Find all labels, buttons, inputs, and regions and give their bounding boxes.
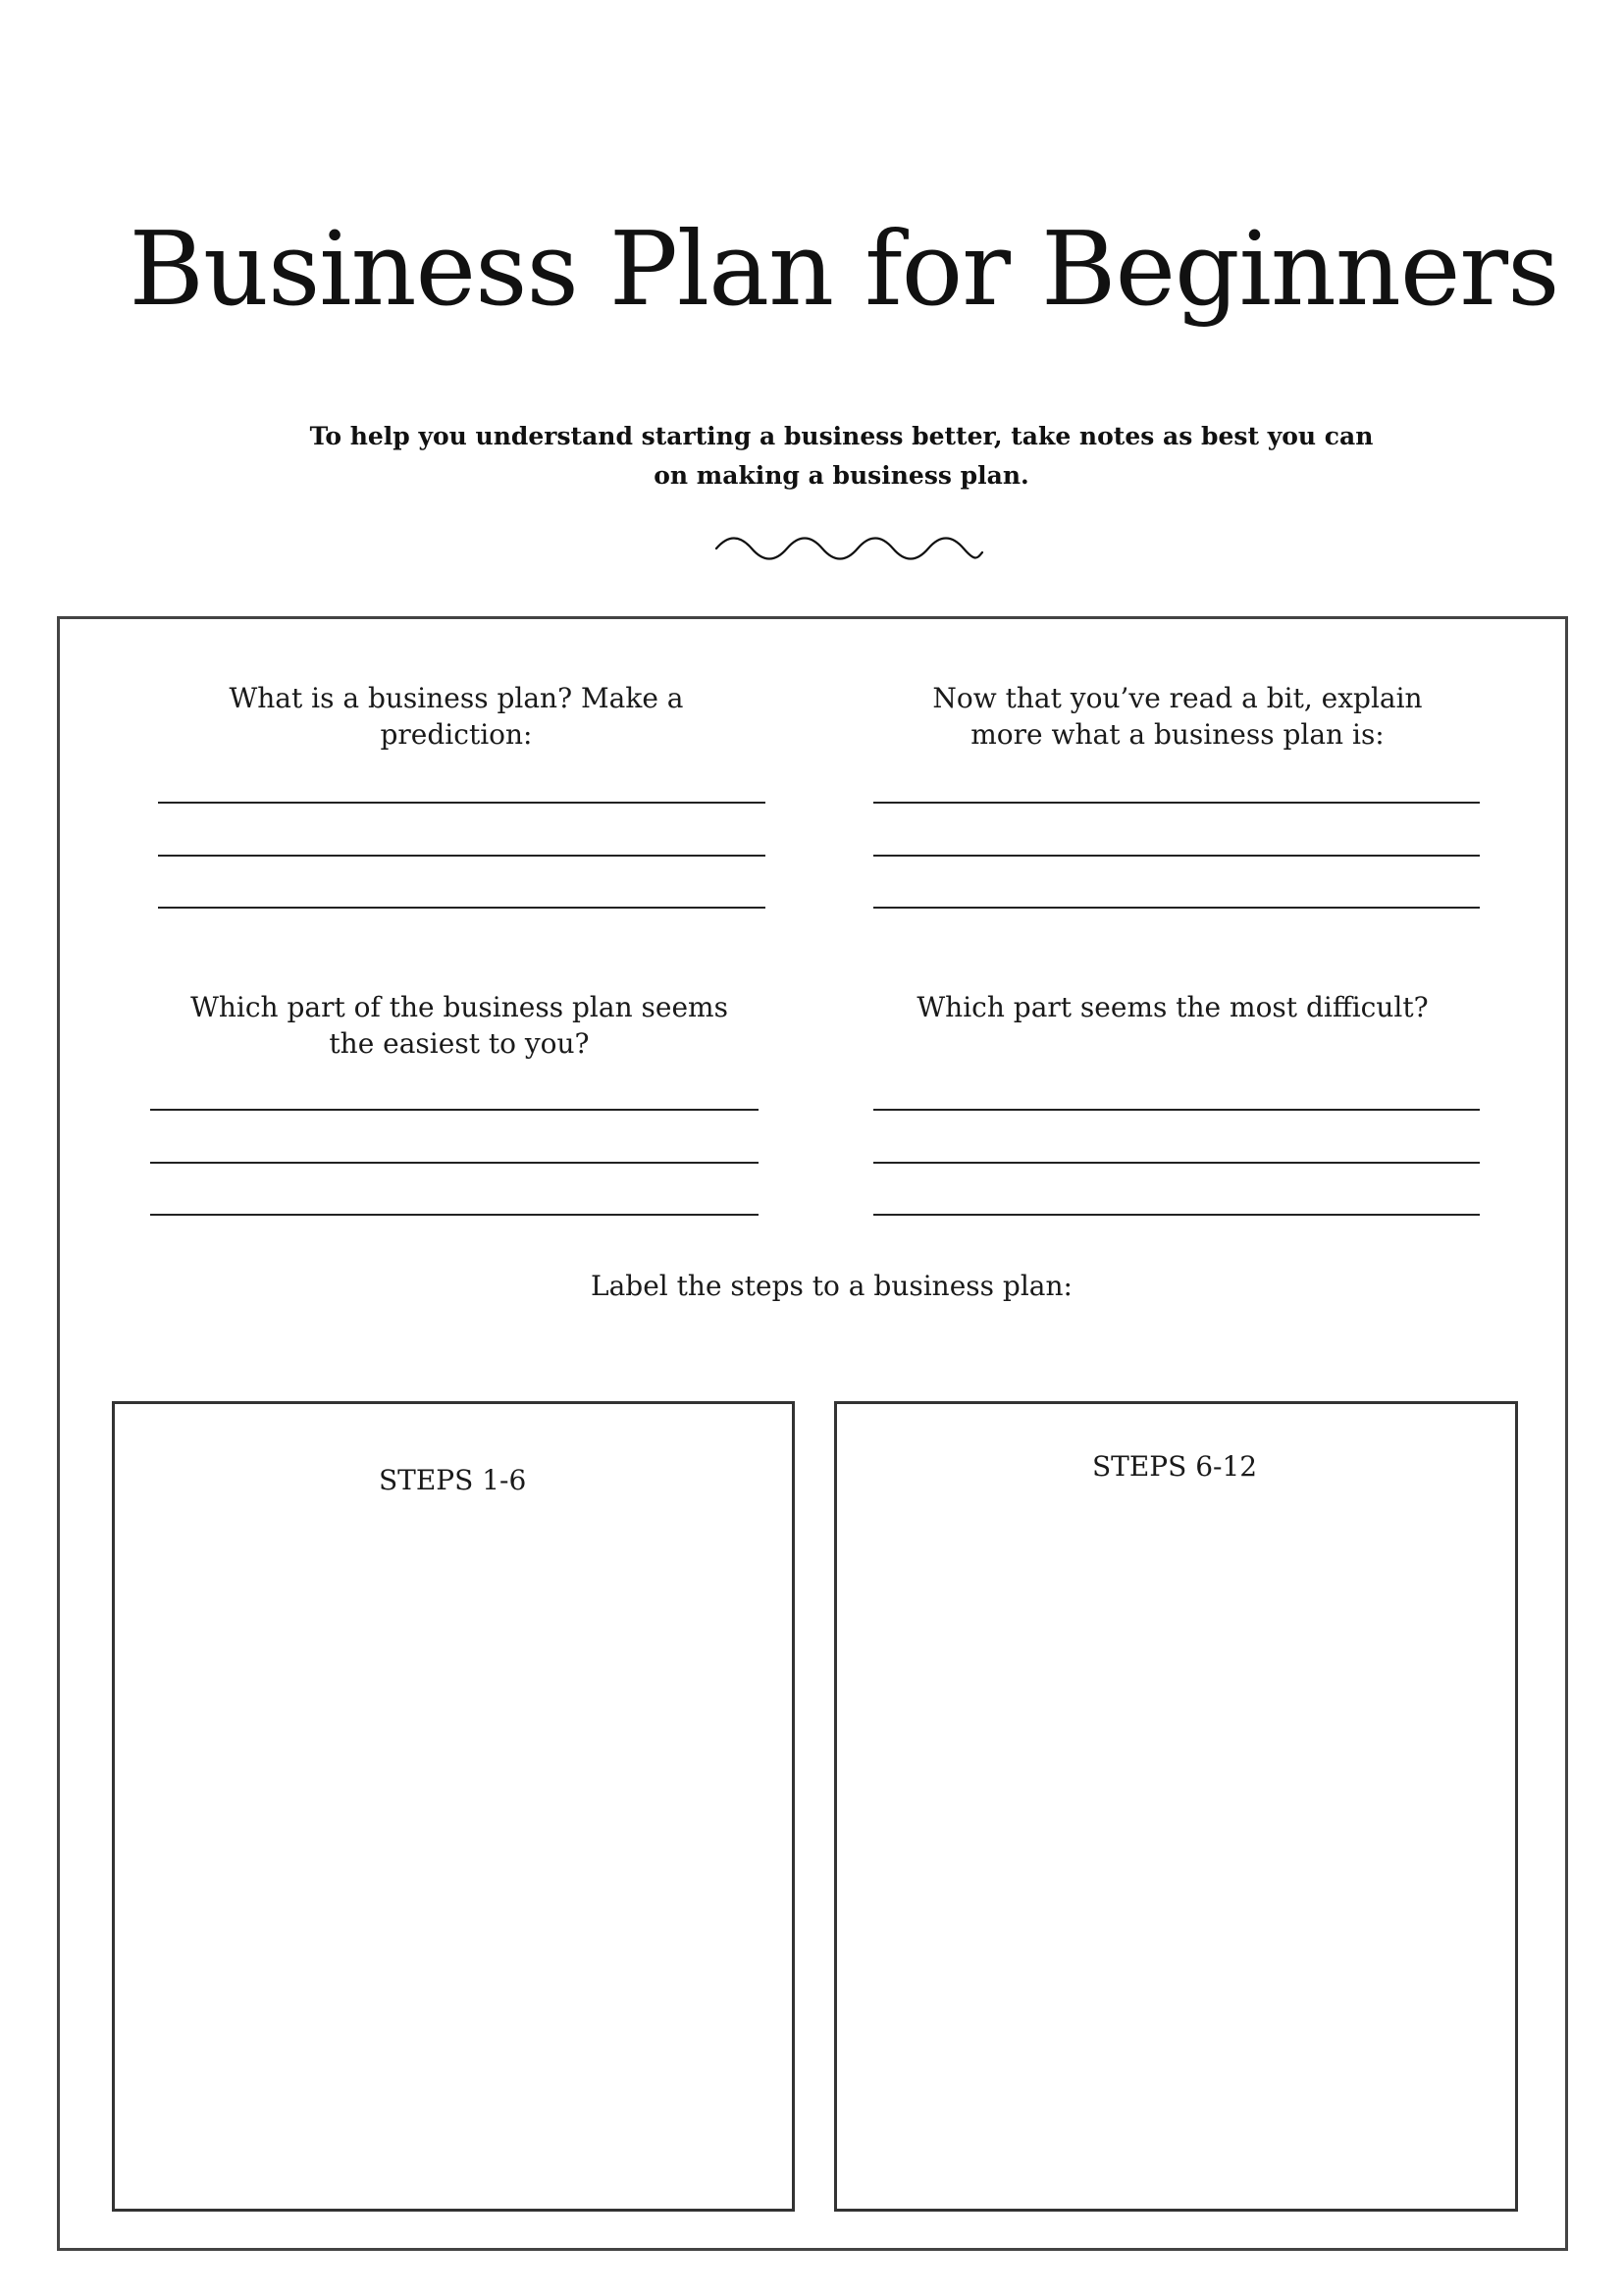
steps-box-6-12-label: STEPS 6-12 [1092, 1450, 1258, 1483]
answer-line-prediction-1[interactable] [158, 802, 765, 804]
answer-line-explain-2[interactable] [873, 855, 1480, 857]
answer-line-prediction-3[interactable] [158, 907, 765, 909]
answer-line-difficult-3[interactable] [873, 1214, 1480, 1216]
question-prompt-easiest: Which part of the business plan seems the easiest to you? [190, 991, 728, 1060]
steps-prompt: Label the steps to a business plan: [591, 1270, 1073, 1302]
steps-box-6-12[interactable] [834, 1401, 1518, 2212]
answer-line-difficult-1[interactable] [873, 1109, 1480, 1111]
answer-line-easiest-3[interactable] [150, 1214, 759, 1216]
wavy-line-icon [714, 531, 984, 566]
question-prompt-prediction: What is a business plan? Make a prediction: [229, 682, 684, 751]
page-subtitle: To help you understand starting a business better, take notes as best you can on making a business plan. [309, 422, 1374, 490]
steps-box-1-6-label: STEPS 1-6 [379, 1464, 527, 1496]
page-title: Business Plan for Beginners [129, 209, 1559, 329]
answer-line-easiest-1[interactable] [150, 1109, 759, 1111]
answer-line-prediction-2[interactable] [158, 855, 765, 857]
steps-box-1-6[interactable] [112, 1401, 795, 2212]
question-prompt-difficult: Which part seems the most difficult? [917, 991, 1429, 1023]
answer-line-explain-1[interactable] [873, 802, 1480, 804]
question-prompt-explain: Now that you’ve read a bit, explain more what a business plan is: [932, 682, 1423, 751]
answer-line-easiest-2[interactable] [150, 1162, 759, 1164]
answer-line-explain-3[interactable] [873, 907, 1480, 909]
answer-line-difficult-2[interactable] [873, 1162, 1480, 1164]
